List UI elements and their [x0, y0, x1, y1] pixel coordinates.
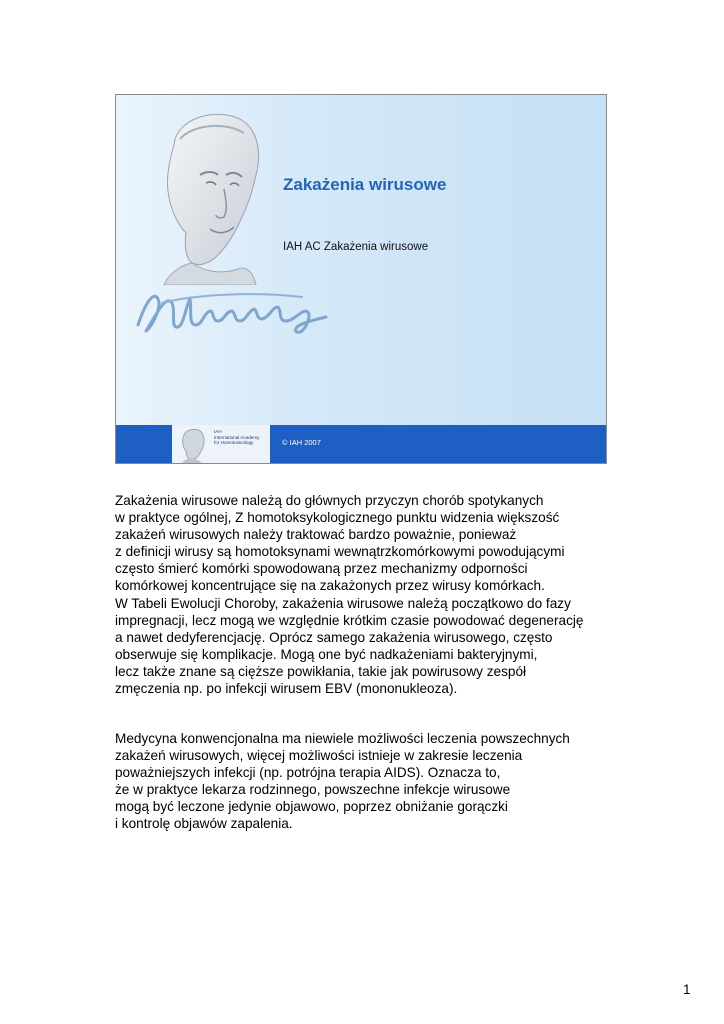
text-line: impregnacji, lecz mogą we względnie krótkim czasie powodować degenerację — [115, 612, 584, 628]
text-line: poważniejszych infekcji (np. potrójna terapia AIDS). Oznacza to, — [115, 765, 501, 781]
slide-title: Zakażenia wirusowe — [283, 175, 447, 194]
body-paragraph-2 — [115, 730, 620, 833]
text-line: W Tabeli Ewolucji Choroby, zakażenia wirusowe należą początkowo do fazy — [115, 595, 571, 611]
text-line: mogą być leczone jedynie objawowo, poprzez obniżanie gorączki — [115, 799, 508, 815]
body-paragraph-1 — [115, 492, 620, 697]
text-line: Zakażenia wirusowe należą do głównych przyczyn chorób spotykanych — [115, 493, 544, 508]
logo-text-line: for Homotoxicology — [214, 440, 254, 446]
signature-image — [132, 281, 332, 341]
logo-portrait-icon — [174, 427, 210, 463]
text-line: zakażeń wirusowych należy traktować bardzo poważnie, ponieważ — [115, 527, 517, 543]
portrait-image — [144, 105, 274, 285]
logo-text — [214, 429, 259, 446]
text-line: Medycyna konwencjonalna ma niewiele możliwości leczenia powszechnych — [115, 731, 570, 746]
text-line: z definicji wirusy są homotoksynami wewnątrzkomórkowymi powodującymi — [115, 544, 565, 560]
slide-thumbnail — [115, 94, 607, 464]
text-line: że w praktyce lekarza rodzinnego, powszechne infekcje wirusowe — [115, 782, 511, 798]
slide-footer-band — [116, 425, 606, 464]
text-line: komórkowej koncentrujące się na zakażonych przez wirusy komórkach. — [115, 578, 545, 594]
page-number: 1 — [683, 982, 691, 997]
text-line: zakażeń wirusowych, więcej możliwości istnieje w zakresie leczenia — [115, 748, 523, 764]
text-line: zmęczenia np. po infekcji wirusem EBV (mononukleoza). — [115, 681, 458, 697]
text-line: w praktyce ogólnej, Z homotoksykologicznego punktu widzenia większość — [115, 510, 560, 526]
text-line: obserwuje się komplikacje. Mogą one być nadkażeniami bakteryjnymi, — [115, 646, 538, 662]
slide-subtitle: IAH AC Zakażenia wirusowe — [283, 241, 429, 253]
text-line: i kontrolę objawów zapalenia. — [115, 816, 293, 832]
logo-text-line: IAH — [214, 429, 222, 434]
text-line: a nawet dedyferencjację. Oprócz samego zakażenia wirusowego, często — [115, 629, 553, 645]
logo-text-line: International Academy — [214, 434, 260, 440]
text-line: lecz także znane są cięższe powikłania, takie jak powirusowy zespół — [115, 663, 527, 679]
iah-logo — [172, 425, 270, 464]
text-line: często śmierć komórki spowodowaną przez mechanizmy odporności — [115, 561, 528, 577]
slide-copyright: © IAH 2007 — [282, 438, 321, 447]
